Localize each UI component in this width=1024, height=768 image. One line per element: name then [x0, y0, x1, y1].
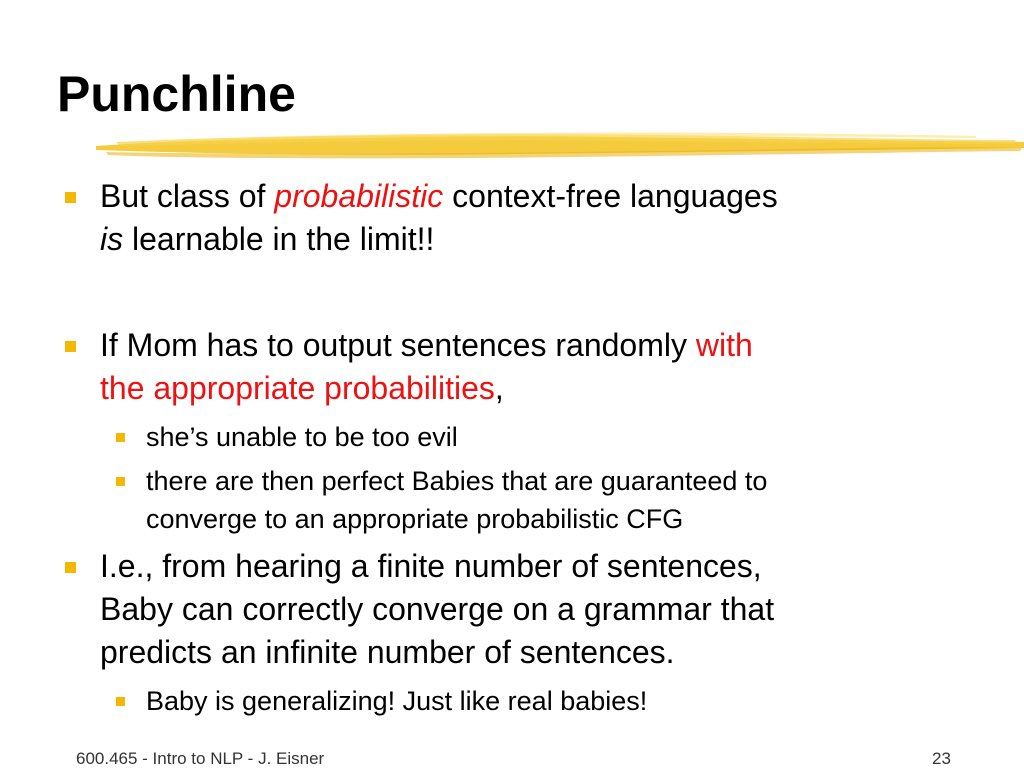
sub-bullet-text: converge to an appropriate probabilistic CFG — [146, 504, 684, 534]
bullet-text: predicts an infinite number of sentences. — [100, 634, 675, 670]
bullet-text: If Mom has to output sentences randomly — [100, 327, 696, 363]
bullet-highlight: with — [695, 327, 753, 363]
bullet-finite-sentences — [100, 545, 960, 674]
sub-bullet-square-icon — [116, 697, 125, 706]
sub-bullet-perfect-babies — [146, 462, 946, 538]
bullet-probabilistic-cfl — [100, 175, 960, 261]
bullet-text: I.e., from hearing a finite number of sentences, — [100, 548, 762, 584]
footer-course: 600.465 - Intro to NLP - J. Eisner — [76, 749, 325, 768]
bullet-highlight: the appropriate probabilities — [100, 370, 495, 406]
footer-page-number: 23 — [932, 749, 951, 768]
bullet-mom-randomly — [100, 324, 960, 410]
sub-bullet-generalizing — [146, 682, 946, 720]
sub-bullet-text: she’s unable to be too evil — [146, 422, 458, 452]
bullet-text: context-free languages — [443, 178, 778, 214]
slide-title: Punchline — [57, 66, 296, 122]
title-highlight-stroke — [96, 128, 1024, 162]
sub-bullet-text: there are then perfect Babies that are guaranteed to — [146, 466, 768, 496]
bullet-emphasis: probabilistic — [274, 178, 444, 214]
sub-bullet-square-icon — [116, 433, 125, 442]
bullet-text: learnable in the limit!! — [123, 221, 435, 257]
bullet-emphasis: is — [100, 221, 124, 257]
sub-bullet-square-icon — [116, 477, 125, 486]
bullet-text: Baby can correctly converge on a grammar that — [100, 591, 775, 627]
bullet-text: , — [494, 370, 504, 406]
sub-bullet-evil — [146, 418, 946, 456]
bullet-square-icon — [65, 562, 76, 573]
bullet-text: But class of — [100, 178, 275, 214]
sub-bullet-text: Baby is generalizing! Just like real babies! — [146, 686, 648, 716]
bullet-square-icon — [65, 341, 76, 352]
bullet-square-icon — [65, 192, 76, 203]
